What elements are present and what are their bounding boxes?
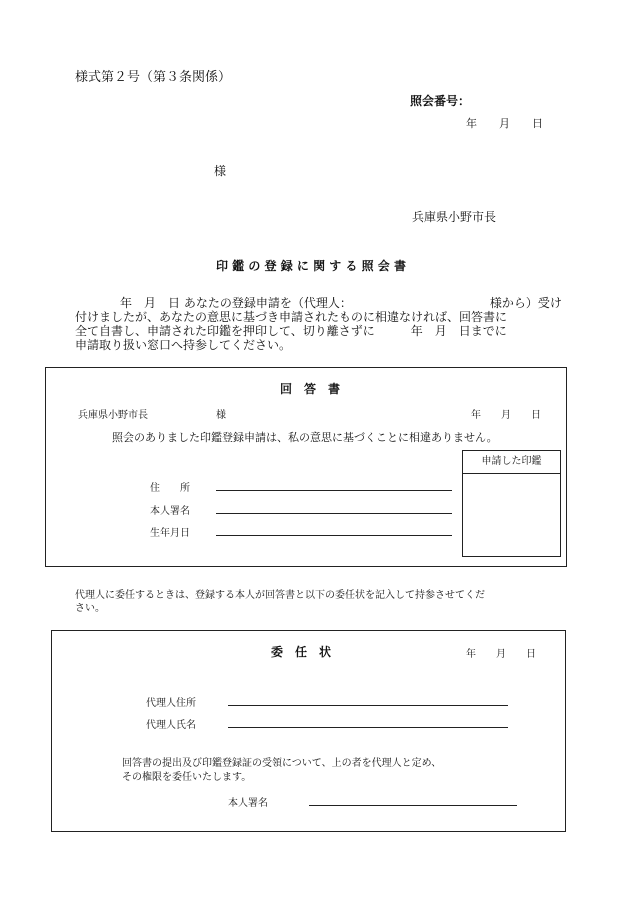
- proxy-note-line-2: さい。: [75, 603, 105, 614]
- sender: 兵庫県小野市長: [412, 210, 497, 224]
- delegation-text-2: その権限を委任いたします。: [122, 772, 252, 783]
- signature-line[interactable]: [216, 513, 452, 514]
- proxy-name-label: 代理人氏名: [146, 720, 196, 731]
- proxy-address-line[interactable]: [228, 705, 508, 706]
- reply-date: 年 月 日: [471, 410, 541, 421]
- seal-box[interactable]: [462, 450, 561, 557]
- delegation-signature-label: 本人署名: [228, 798, 268, 809]
- address-label: 住 所: [150, 483, 190, 494]
- proxy-name-line[interactable]: [228, 727, 508, 728]
- reply-title: 回 答 書: [280, 382, 341, 396]
- intro-line-1: 年 月 日 あなたの登録申請を（代理人： 様から）受け: [120, 296, 562, 310]
- intro-line-4: 申請取り扱い窓口へ持参してください。: [75, 338, 292, 352]
- addressee-suffix: 様: [214, 164, 227, 178]
- delegation-signature-line[interactable]: [309, 805, 517, 806]
- reply-to-suffix: 様: [216, 410, 226, 421]
- delegation-box: [51, 630, 566, 832]
- address-line[interactable]: [216, 490, 452, 491]
- delegation-date: 年 月 日: [466, 649, 536, 660]
- reply-box: [45, 367, 567, 567]
- form-number: 様式第２号（第３条関係）: [75, 70, 232, 85]
- page-title: 印 鑑 の 登 録 に 関 す る 照 会 書: [216, 259, 406, 273]
- proxy-address-label: 代理人住所: [146, 698, 196, 709]
- signature-label: 本人署名: [150, 506, 190, 517]
- birthdate-label: 生年月日: [150, 528, 190, 539]
- reference-number-label: 照会番号：: [410, 94, 471, 108]
- intro-line-2: 付けましたが、あなたの意思に基づき申請されたものに相違なければ、回答書に: [75, 310, 508, 324]
- reply-to: 兵庫県小野市長: [78, 410, 148, 421]
- seal-label: 申請した印鑑: [463, 451, 560, 474]
- proxy-note-line-1: 代理人に委任するときは、登録する本人が回答書と以下の委任状を記入して持参させてくだ: [75, 590, 485, 601]
- delegation-title: 委 任 状: [271, 645, 332, 659]
- delegation-text-1: 回答書の提出及び印鑑登録証の受領について、上の者を代理人と定め、: [122, 758, 442, 769]
- birthdate-line[interactable]: [216, 535, 452, 536]
- intro-line-3: 全て自書し、申請された印鑑を押印して、切り離さずに 年 月 日までに: [75, 324, 507, 338]
- reference-date: 年 月 日: [466, 117, 543, 130]
- reply-statement: 照会のありました印鑑登録申請は、私の意思に基づくことに相違ありません。: [112, 431, 498, 444]
